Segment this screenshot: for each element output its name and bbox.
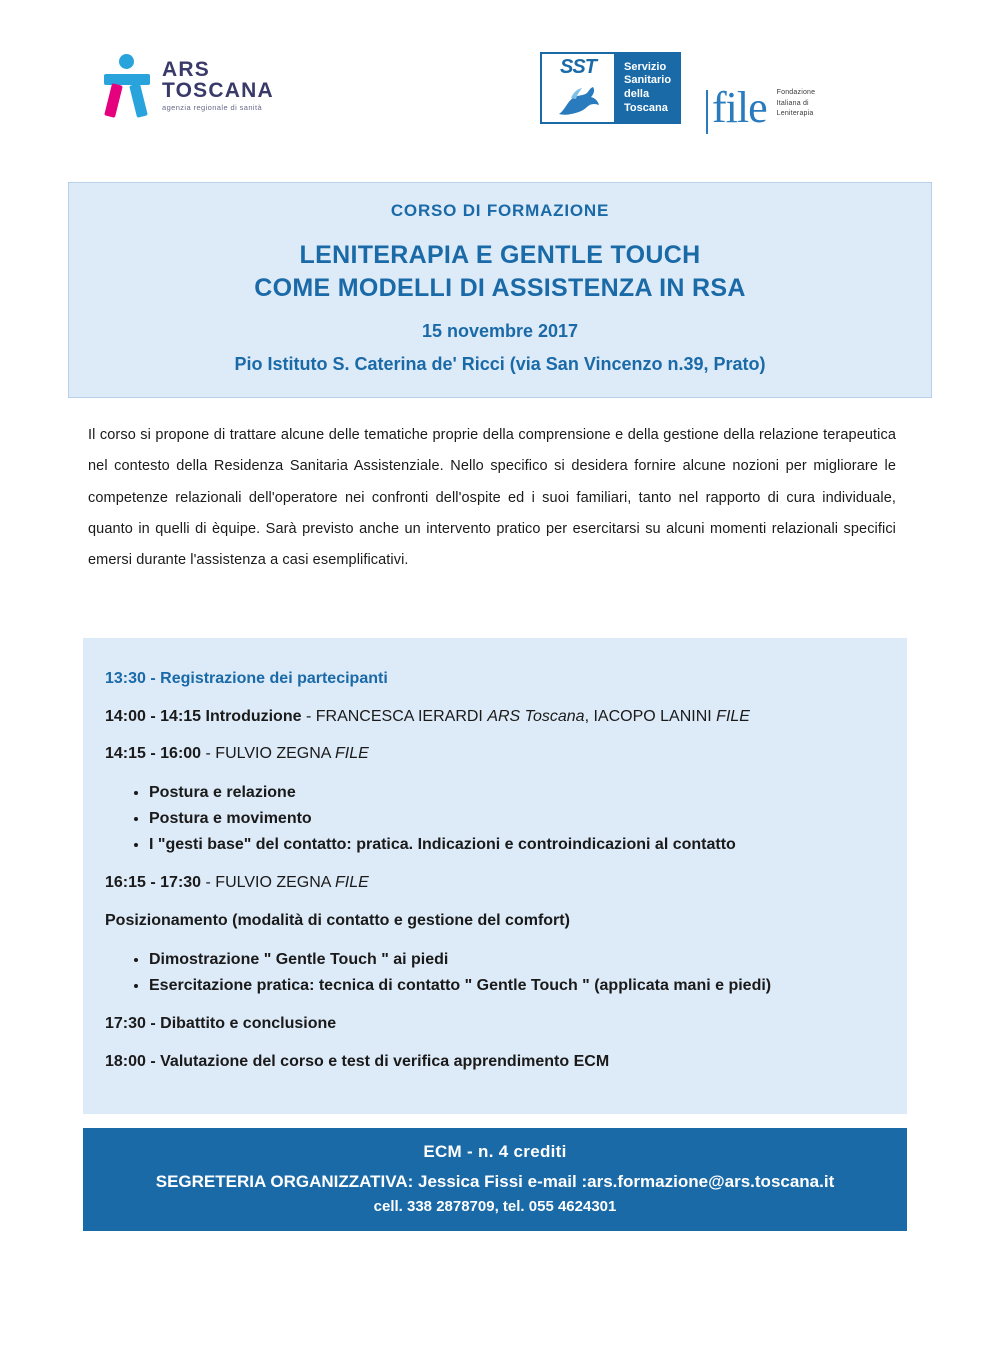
session-2-subtitle-text: Posizionamento (modalità di contatto e gestione del comfort): [105, 911, 570, 929]
introduction-label: Introduzione: [205, 707, 302, 725]
session-1-topics: [83, 781, 907, 857]
course-venue: Pio Istituto S. Caterina de' Ricci (via San Vincenzo n.39, Prato): [234, 354, 766, 374]
sst-emblem: [540, 52, 616, 124]
file-logo-divider: [706, 90, 708, 134]
session-2-time: 16:15 - 17:30: [105, 874, 202, 892]
program-panel: [83, 638, 907, 1114]
introduction-speaker-2: , IACOPO LANINI: [584, 707, 712, 725]
ars-figure-icon: [100, 54, 154, 118]
session-2-subtitle: [83, 910, 907, 932]
session-1-org: FILE: [335, 745, 369, 763]
debate-text: 17:30 - Dibattito e conclusione: [105, 1014, 337, 1032]
file-logo: [712, 83, 816, 132]
evaluation-text: 18:00 - Valutazione del corso e test di verifica apprendimento ECM: [105, 1052, 610, 1070]
program-item-evaluation: [83, 1051, 907, 1073]
course-title: [89, 239, 911, 305]
pegasus-icon: [555, 84, 601, 118]
introduction-org-1: ARS Toscana: [487, 707, 585, 725]
session-2-topics: [83, 948, 907, 997]
introduction-time: 14:00 - 14:15: [105, 707, 202, 725]
program-item-debate: [83, 1013, 907, 1035]
program-item-session-1: [83, 743, 907, 765]
session-1-speaker: FULVIO ZEGNA: [215, 745, 331, 763]
introduction-sep: -: [305, 707, 312, 725]
session-1-sep: -: [205, 745, 211, 763]
ecm-credits: ECM - n. 4 crediti: [423, 1142, 567, 1161]
session-2-sep: -: [205, 874, 211, 892]
file-logo-subtitle: Fondazione Italiana di Leniterapia: [776, 89, 816, 118]
list-item: • Esercitazione pratica: tecnica di contatto " Gentle Touch " (applicata mani e piedi): [149, 974, 907, 997]
program-item-session-2: [83, 872, 907, 894]
secretariat-info: SEGRETERIA ORGANIZZATIVA: Jessica Fissi e-mail :ars.formazione@ars.toscana.it: [155, 1172, 835, 1191]
sst-acronym: SST: [560, 56, 596, 78]
introduction-org-2: FILE: [716, 707, 750, 725]
session-2-org: FILE: [335, 874, 369, 892]
ars-logo-name: ARS TOSCANA: [162, 58, 274, 103]
title-panel: [68, 182, 932, 398]
list-item: • Postura e relazione: [149, 781, 907, 804]
program-item-registration: [83, 668, 907, 690]
contact-info: cell. 338 2878709, tel. 055 4624301: [373, 1198, 617, 1215]
footer-panel: [83, 1128, 907, 1231]
ars-toscana-logo: [100, 48, 315, 123]
registration-time: 13:30 -: [105, 670, 156, 687]
registration-label: Registrazione dei partecipanti: [160, 670, 388, 687]
sst-logo: [540, 52, 681, 124]
course-date: 15 novembre 2017: [421, 321, 579, 341]
session-1-time: 14:15 - 16:00: [105, 745, 202, 763]
logo-bar: [0, 30, 1000, 140]
intro-paragraph: Il corso si propone di trattare alcune delle tematiche proprie della comprensione e della gestione della relazione terapeutica nel contesto della Residenza Sanitaria Assistenziale. Nello specifico si desidera fornire alcune nozioni per migliorare le competenze relazionali dell'operatore nei confronti dell'ospite ed i suoi familiari, tanto nel rapporto di cura individuale, quanto in quelli di èquipe. Sarà previsto anche un intervento pratico per esercitarsi su alcuni momenti relazionali specifici emersi durante l'assistenza a casi esemplificativi.: [88, 427, 896, 569]
introduction-speaker-1: FRANCESCA IERARDI: [315, 707, 483, 725]
program-item-introduction: [83, 706, 907, 728]
course-title-line1: LENITERAPIA E GENTLE TOUCH: [299, 241, 701, 269]
course-kicker: CORSO DI FORMAZIONE: [390, 201, 610, 220]
course-title-line2: COME MODELLI DI ASSISTENZA IN RSA: [254, 274, 746, 302]
list-item: • Dimostrazione " Gentle Touch " ai piedi: [149, 948, 907, 971]
list-item: • I "gesti base" del contatto: pratica. Indicazioni e controindicazioni al contatto: [149, 833, 907, 856]
ars-logo-tagline: agenzia regionale di sanità: [162, 103, 263, 113]
file-wordmark: file: [712, 83, 767, 132]
sst-wordmark: Servizio Sanitario della Toscana: [616, 52, 681, 124]
list-item: • Postura e movimento: [149, 807, 907, 830]
session-2-speaker: FULVIO ZEGNA: [215, 874, 331, 892]
